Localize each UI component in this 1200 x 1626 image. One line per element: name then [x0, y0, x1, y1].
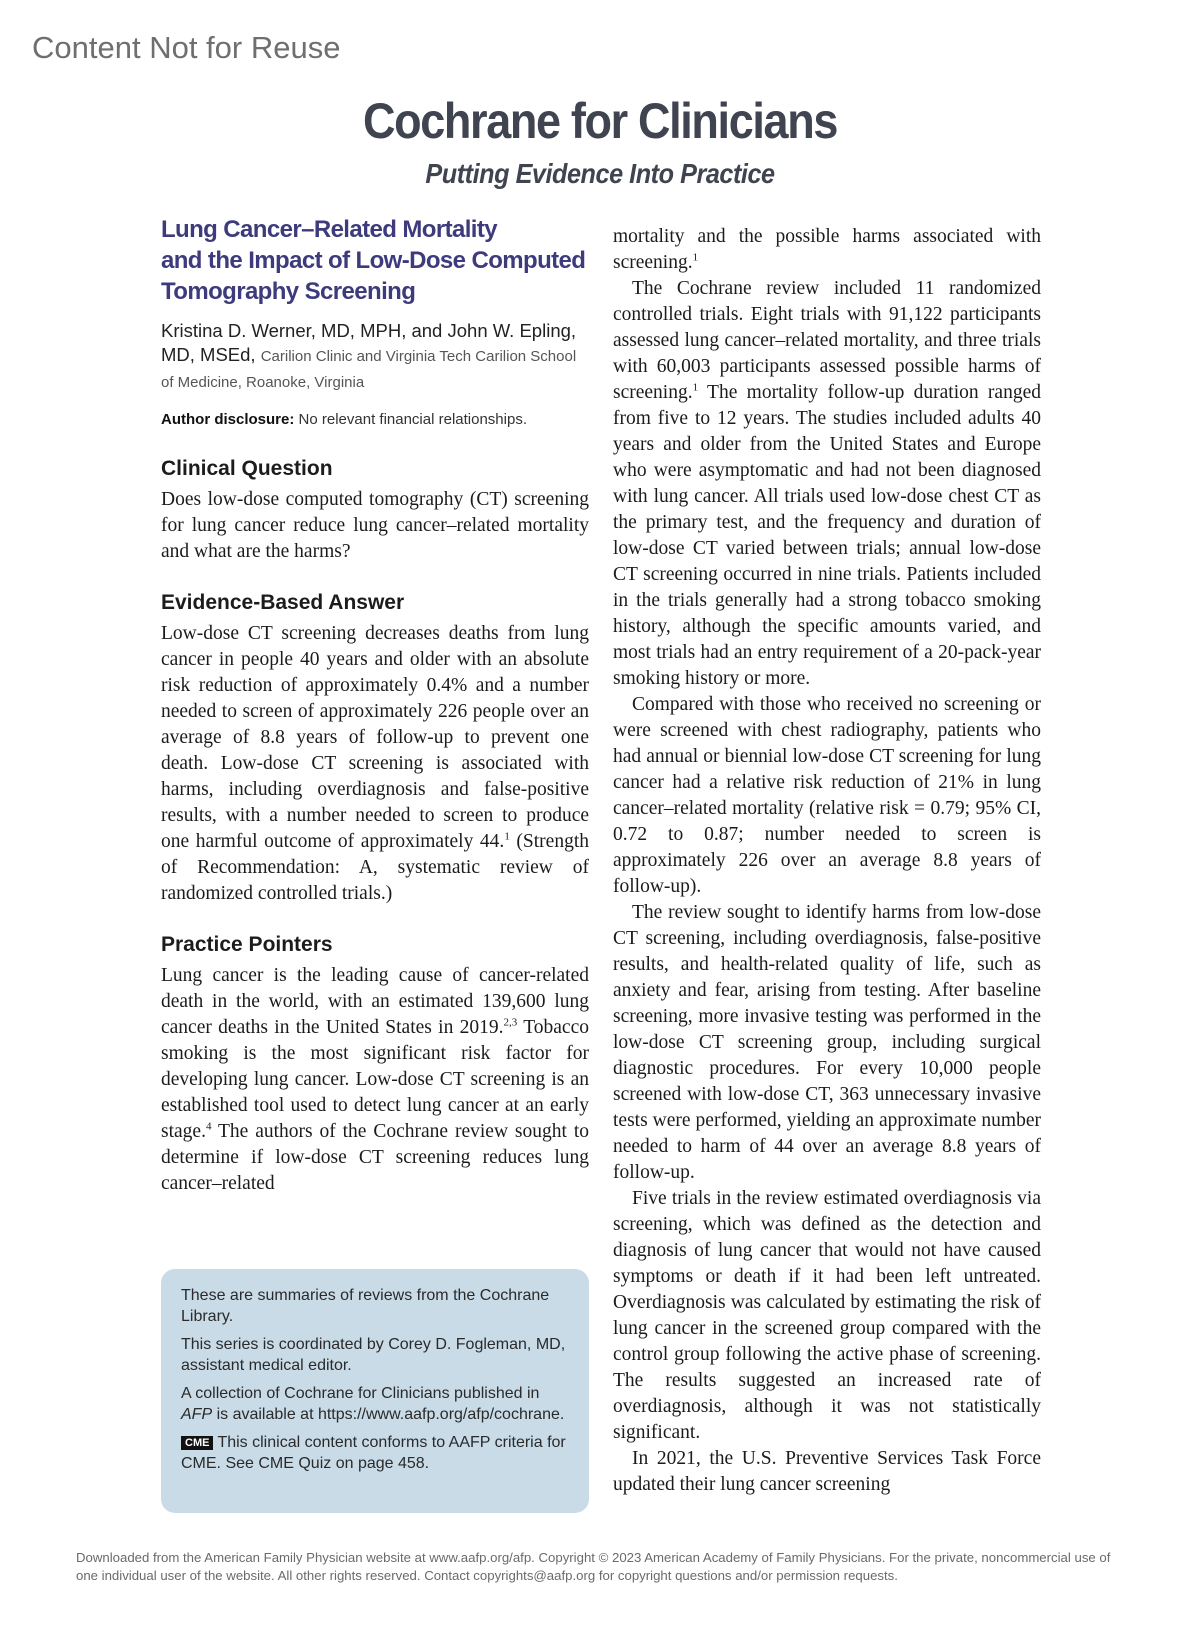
page-subtitle: Putting Evidence Into Practice [425, 158, 775, 189]
left-column [161, 214, 589, 1197]
practice-pointers-text [161, 963, 589, 1197]
body-paragraph [613, 276, 1041, 692]
citation-superscript: 1 [692, 381, 699, 394]
journal-name: AFP [181, 1406, 213, 1423]
paragraph-text: (Strength of Recommendation: A, systematic review of randomized controlled trials.) [161, 831, 589, 904]
citation-superscript: 2,3 [503, 1016, 518, 1029]
practice-pointers-heading: Practice Pointers [161, 933, 333, 956]
info-line [181, 1432, 569, 1474]
author-disclosure [161, 409, 589, 431]
article-title-line: Lung Cancer–Related Mortality [161, 216, 498, 243]
paragraph-text: Low-dose CT screening decreases deaths from lung cancer in people 40 years and older with an absolute risk reduction of approximately 0.4% and a number needed to screen of approximately 226 people over an average of 8.8 years of follow-up to prevent one death. Low-dose CT screening is associated with harms, including overdiagnosis and false-positive results, with a number needed to screen to produce one harmful outcome of approximately 44. [161, 623, 589, 852]
body-paragraph [613, 224, 1041, 276]
series-info-box [161, 1269, 589, 1513]
clinical-question-heading: Clinical Question [161, 457, 333, 480]
citation-superscript: 1 [504, 830, 510, 843]
right-column [613, 224, 1041, 1498]
evidence-answer-text [161, 621, 589, 907]
author-names: Kristina D. Werner, MD, MPH, and John W. Epling, MD, MSEd, [161, 320, 577, 365]
info-line: These are summaries of reviews from the Cochrane Library. [181, 1287, 550, 1325]
article-title-line: Tomography Screening [161, 278, 416, 305]
disclosure-label: Author disclosure: [161, 411, 295, 428]
info-text: A collection of Cochrane for Clinicians published in [181, 1385, 540, 1402]
info-line: This series is coordinated by Corey D. Fogleman, MD, assistant medical editor. [181, 1336, 566, 1374]
cme-badge: CME [181, 1436, 213, 1450]
paragraph-text: Lung cancer is the leading cause of cancer-related death in the world, with an estimated 139,600 lung cancer deaths in the United States in 2019. [161, 965, 589, 1038]
evidence-answer-heading: Evidence-Based Answer [161, 591, 405, 614]
body-paragraph: The review sought to identify harms from low-dose CT screening, including overdiagnosis, false-positive results, and health-related quality of life, such as anxiety and fear, arising from testing. After baseline screening, more invasive testing was performed in the low-dose CT screening group, including surgical diagnostic procedures. For every 10,000 people screened with low-dose CT, 363 unnecessary invasive tests were performed, yielding an approximate number needed to harm of 44 over an average 8.8 years of follow-up. [613, 902, 1041, 1183]
info-text: This clinical content conforms to AAFP criteria for CME. See CME Quiz on page 458. [181, 1434, 566, 1472]
page-title: Cochrane for Clinicians [362, 93, 838, 149]
author-affiliation: Carilion Clinic and Virginia Tech Carilion School of Medicine, Roanoke, Virginia [161, 348, 577, 391]
disclosure-text: No relevant financial relationships. [298, 411, 527, 428]
clinical-question-text: Does low-dose computed tomography (CT) screening for lung cancer reduce lung cancer–related mortality and what are the harms? [161, 489, 589, 562]
article-title-line: and the Impact of Low-Dose Computed [161, 247, 586, 274]
citation-superscript: 1 [692, 251, 699, 264]
copyright-footer: Downloaded from the American Family Physician website at www.aafp.org/afp. Copyright © 2023 American Academy of Family Physicians. For the private, noncommercial use of one individual user of the website. All other rights reserved. Contact copyrights@aafp.org for copyright questions and/or permission requests. [76, 1550, 1111, 1583]
paragraph-text: The mortality follow-up duration ranged from five to 12 years. The studies included adults 40 years and older from the United States and Europe who were asymptomatic and had not been diagnosed with lung cancer. All trials used low-dose chest CT as the primary test, and the frequency and duration of low-dose CT varied between trials; annual low-dose CT screening occurred in nine trials. Patients included in the trials generally had a strong tobacco smoking history, although the specific amounts varied, and most trials had an entry requirement of a 20-pack-year smoking history or more. [613, 382, 1041, 689]
paragraph-text: The Cochrane review included 11 randomized controlled trials. Eight trials with 91,122 participants assessed lung cancer–related mortality, and three trials with 60,003 participants assessed possible harms of screening. [613, 278, 1041, 403]
body-paragraph: Five trials in the review estimated overdiagnosis via screening, which was defined as the detection and diagnosis of lung cancer that would not have caused symptoms or death if it had been left untreated. Overdiagnosis was calculated by estimating the risk of lung cancer in the screened group compared with the control group following the active phase of screening. The results suggested an increased rate of overdiagnosis, although it was not statistically significant. [613, 1188, 1041, 1443]
info-text: is available at https://www.aafp.org/afp/cochrane. [212, 1406, 565, 1423]
paragraph-text: Tobacco smoking is the most significant risk factor for developing lung cancer. Low-dose CT screening is an established tool used to detect lung cancer at an early stage. [161, 1017, 589, 1142]
article-title [161, 214, 589, 307]
body-paragraph: Compared with those who received no screening or were screened with chest radiography, patients who had annual or biennial low-dose CT screening for lung cancer had a relative risk reduction of 21% in lung cancer–related mortality (relative risk = 0.79; 95% CI, 0.72 to 0.87; number needed to screen is approximately 226 over an average 8.8 years of follow-up). [613, 694, 1041, 897]
watermark: Content Not for Reuse [32, 30, 341, 65]
author-block [161, 319, 589, 395]
body-paragraph: In 2021, the U.S. Preventive Services Task Force updated their lung cancer screening [613, 1448, 1041, 1495]
paragraph-text: mortality and the possible harms associated with screening. [613, 226, 1041, 273]
paragraph-text: The authors of the Cochrane review sought to determine if low-dose CT screening reduces lung cancer–related [161, 1121, 589, 1194]
info-line [181, 1383, 569, 1425]
citation-superscript: 4 [205, 1120, 212, 1133]
